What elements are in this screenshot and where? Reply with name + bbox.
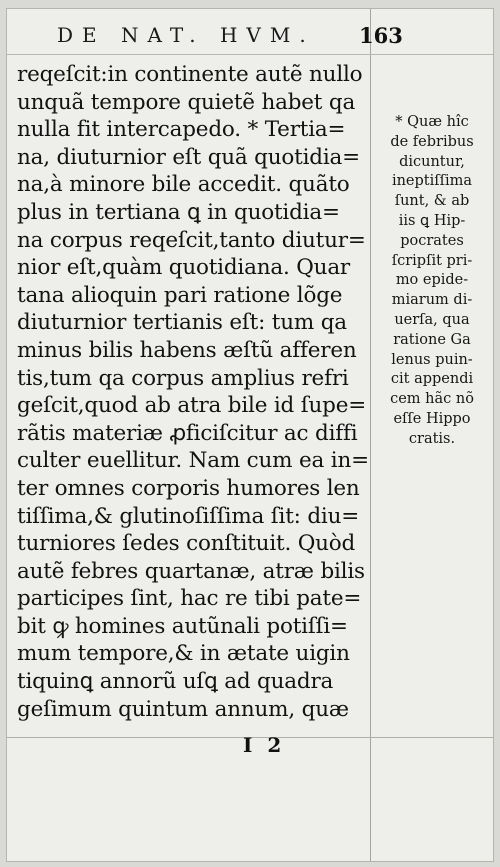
margin-note-line: ſcripſit pri- — [391, 252, 473, 269]
margin-note-line: cit appendi — [390, 371, 474, 388]
text-line: tis,tum qa corpus amplius refri — [17, 365, 349, 391]
margin-note-line: ratione Ga — [393, 331, 471, 348]
text-line: na, diuturnior eſt quã quotidia= — [17, 144, 360, 170]
text-line: diuturnior tertianis eſt: tum qa — [17, 310, 347, 336]
margin-note-line: miarum di- — [391, 292, 473, 309]
header-rule — [7, 54, 493, 55]
text-line: ter omnes corporis humores len — [17, 475, 360, 501]
margin-note-line: de febribus — [390, 133, 474, 150]
margin-note — [372, 113, 492, 450]
margin-note-line: * Quæ hîc — [395, 114, 469, 130]
book-page — [6, 8, 494, 862]
text-line: participes ſint, hac re tibi pate= — [17, 586, 362, 612]
text-line: bit ꝙ homines autũnali potiſſi= — [17, 613, 348, 639]
text-line: turniores ſedes conſtituit. Quòd — [17, 531, 356, 557]
page-number: 163 — [359, 23, 403, 48]
text-line: reqeſcit:in continente autẽ nullo — [17, 62, 363, 87]
main-text-block — [17, 61, 371, 723]
text-line: autẽ febres quartanæ, atræ bilis — [17, 558, 365, 584]
margin-note-line: mo epide- — [395, 272, 469, 289]
margin-note-line: iis ꝗ Hip- — [398, 212, 466, 229]
text-line: na,à minore bile accedit. quãto — [17, 172, 350, 198]
signature-mark: I 2 — [243, 733, 286, 757]
text-line: na corpus reqeſcit,tanto diutur= — [17, 227, 366, 253]
text-line: plus in tertiana ꝗ in quotidia= — [17, 199, 340, 225]
text-line: rãtis materiæ ꝓficiſcitur ac diffi — [17, 420, 358, 446]
text-line: tiſſima,& glutinoſiſſima ſit: diu= — [17, 503, 360, 529]
text-line: tana alioquin pari ratione lõge — [17, 282, 343, 308]
text-line: mum tempore,& in ætate uigin — [17, 641, 350, 667]
text-line: nulla fit intercapedo. * Tertia= — [17, 117, 346, 143]
margin-note-line: eſſe Hippo — [393, 410, 471, 427]
running-head: DE NAT. HVM. — [57, 23, 315, 47]
margin-note-line: dicuntur, — [399, 153, 465, 170]
margin-note-line: lenus puin- — [391, 351, 473, 368]
text-line: tiquinꝗ annorũ uſꝗ ad quadra — [17, 669, 334, 695]
text-line: geſimum quintum annum, quæ — [17, 696, 349, 722]
margin-note-line: ineptiſſima — [391, 173, 473, 190]
margin-note-line: pocrates — [400, 232, 464, 249]
text-line: minus bilis habens æſtũ afferen — [17, 337, 357, 363]
text-line: culter euellitur. Nam cum ea in= — [17, 448, 369, 474]
text-line: geſcit,quod ab atra bile id ſupe= — [17, 393, 367, 419]
margin-note-line: uerſa, qua — [394, 311, 470, 328]
text-line: nior eſt,quàm quotidiana. Quar — [17, 255, 351, 281]
text-line: unquã tempore quietẽ habet qa — [17, 89, 356, 115]
margin-note-line: cratis. — [408, 430, 456, 447]
margin-note-line: cem hãc nõ — [390, 391, 474, 408]
margin-note-line: ſunt, & ab — [394, 193, 470, 210]
